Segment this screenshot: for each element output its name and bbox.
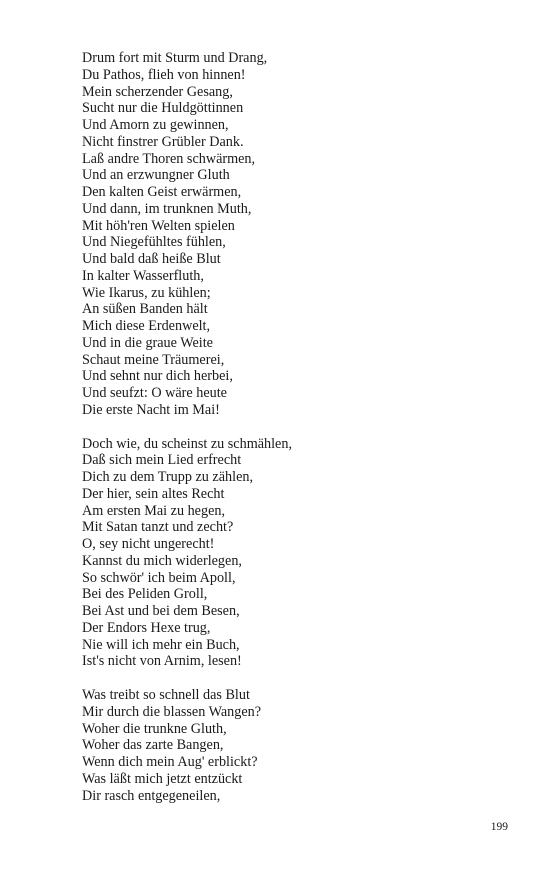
poem-line: Der hier, sein altes Recht <box>82 485 225 502</box>
poem-line: Schaut meine Träumerei, <box>82 351 225 368</box>
poem-line: Bei Ast und bei dem Besen, <box>82 603 240 619</box>
page-number: 199 <box>490 821 508 833</box>
poem-line: Und dann, im trunknen Muth, <box>82 200 252 217</box>
poem-line: Woher die trunkne Gluth, <box>82 720 227 737</box>
poem-line: Was läßt mich jetzt entzückt <box>82 770 243 787</box>
poem-line: Nicht finstrer Grübler Dank. <box>82 133 244 150</box>
poem-text <box>82 50 502 821</box>
stanza <box>82 50 502 419</box>
poem-line: So schwör' ich beim Apoll, <box>82 569 236 586</box>
poem-line: Die erste Nacht im Mai! <box>82 401 220 418</box>
poem-line: Laß andre Thoren schwärmen, <box>82 150 256 167</box>
poem-line: Mein scherzender Gesang, <box>82 83 233 100</box>
poem-line: Drum fort mit Sturm und Drang, <box>82 50 268 66</box>
poem-line: Und Amorn zu gewinnen, <box>82 117 229 133</box>
poem-line: Mir durch die blassen Wangen? <box>82 703 262 720</box>
poem-line: Kannst du mich widerlegen, <box>82 552 242 569</box>
poem-line: Und sehnt nur dich herbei, <box>82 368 233 385</box>
poem-line: Den kalten Geist erwärmen, <box>82 184 242 200</box>
poem-line: Woher das zarte Bangen, <box>82 737 224 754</box>
poem-line: Und in die graue Weite <box>82 334 213 351</box>
stanza <box>82 687 502 804</box>
poem-line: Mit Satan tanzt und zecht? <box>82 519 234 536</box>
poem-line: Mich diese Erdenwelt, <box>82 318 211 334</box>
poem-line: Dich zu dem Trupp zu zählen, <box>82 469 254 485</box>
poem-line: Sucht nur die Huldgöttinnen <box>82 100 244 117</box>
poem-line: Und seufzt: O wäre heute <box>82 385 227 401</box>
poem-line: Wie Ikarus, zu kühlen; <box>82 284 211 301</box>
poem-line: Der Endors Hexe trug, <box>82 619 211 636</box>
poem-line: Mit höh'ren Welten spielen <box>82 217 235 234</box>
poem-line: Und bald daß heiße Blut <box>82 251 221 267</box>
poem-line: Ist's nicht von Arnim, lesen! <box>82 653 242 670</box>
poem-line: Daß sich mein Lied erfrecht <box>82 452 242 469</box>
poem-line: Wenn dich mein Aug' erblickt? <box>82 754 258 770</box>
poem-line: Doch wie, du scheinst zu schmählen, <box>82 435 292 452</box>
poem-line: Bei des Peliden Groll, <box>82 586 208 603</box>
poem-line: O, sey nicht ungerecht! <box>82 536 215 552</box>
stanza <box>82 436 502 671</box>
poem-line: An süßen Banden hält <box>82 301 208 318</box>
poem-line: Nie will ich mehr ein Buch, <box>82 636 240 653</box>
poem-line: Dir rasch entgegeneilen, <box>82 787 221 804</box>
poem-line: Du Pathos, flieh von hinnen! <box>82 66 246 83</box>
poem-line: Am ersten Mai zu hegen, <box>82 502 226 519</box>
poem-line: In kalter Wasserfluth, <box>82 267 204 284</box>
poem-line: Und an erzwungner Gluth <box>82 167 230 184</box>
poem-line: Was treibt so schnell das Blut <box>82 687 250 703</box>
poem-line: Und Niegefühltes fühlen, <box>82 234 226 251</box>
